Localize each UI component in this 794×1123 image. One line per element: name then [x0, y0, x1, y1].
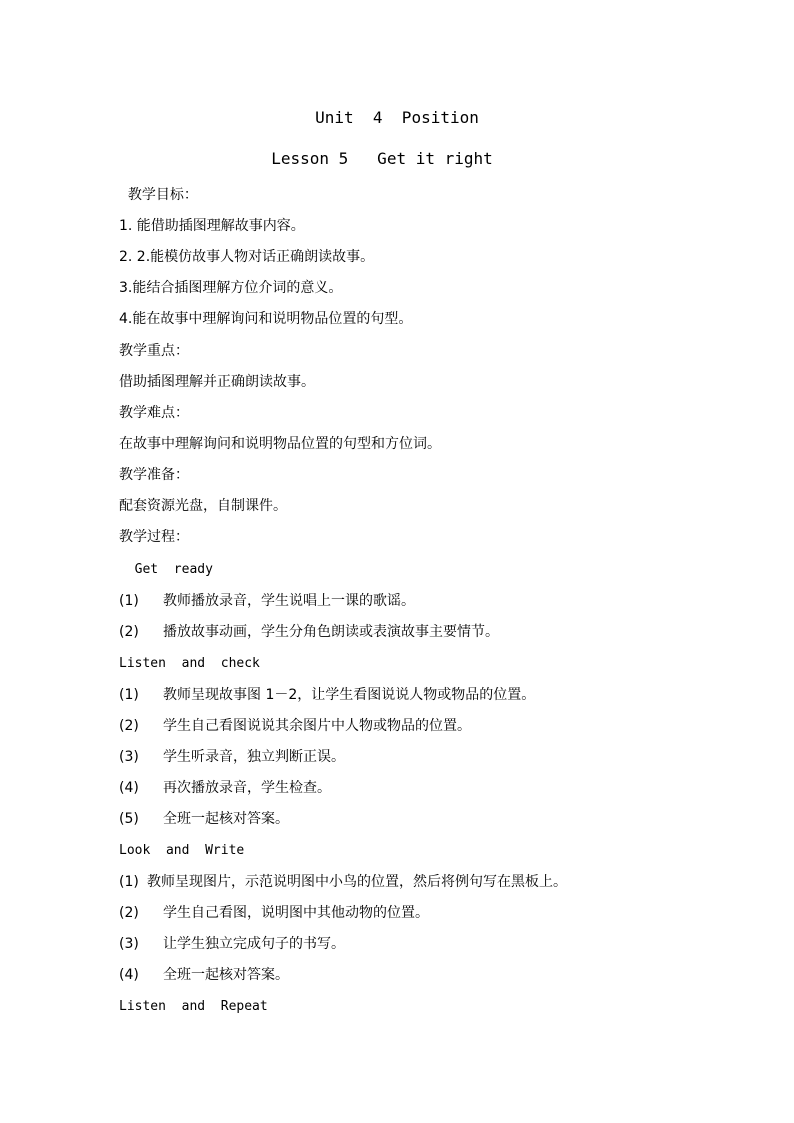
page-subtitle: Lesson 5 Get it right — [271, 149, 493, 168]
section-heading-look-and-write: Look and Write — [119, 843, 245, 858]
list-item: (3) 学生听录音，独立判断正误。 — [119, 749, 345, 765]
list-item: (4) 全班一起核对答案。 — [119, 967, 289, 983]
section-heading-listen-and-repeat: Listen and Repeat — [119, 999, 268, 1014]
objective-2: 2. 2.能模仿故事人物对话正确朗读故事。 — [119, 249, 375, 265]
objective-1: 1. 能借助插图理解故事内容。 — [119, 218, 305, 234]
section-heading-listen-and-check: Listen and check — [119, 656, 260, 671]
objective-4: 4.能在故事中理解询问和说明物品位置的句型。 — [119, 311, 413, 327]
key-points-text: 借助插图理解并正确朗读故事。 — [119, 374, 315, 390]
objective-3: 3.能结合插图理解方位介词的意义。 — [119, 280, 343, 296]
page-title: Unit 4 Position — [315, 108, 479, 127]
list-item: (5) 全班一起核对答案。 — [119, 811, 289, 827]
list-item: (3) 让学生独立完成句子的书写。 — [119, 936, 345, 952]
list-item: (2) 学生自己看图说说其余图片中人物或物品的位置。 — [119, 718, 471, 734]
process-heading: 教学过程： — [119, 529, 189, 545]
list-item: (1) 教师呈现图片，示范说明图中小鸟的位置，然后将例句写在黑板上。 — [119, 874, 567, 890]
section-heading-get-ready: Get ready — [119, 562, 213, 577]
difficulties-text: 在故事中理解询问和说明物品位置的句型和方位词。 — [119, 436, 441, 452]
list-item: (2) 学生自己看图，说明图中其他动物的位置。 — [119, 905, 429, 921]
objectives-heading: 教学目标： — [119, 187, 198, 203]
list-item: (1) 教师播放录音，学生说唱上一课的歌谣。 — [119, 593, 415, 609]
key-points-heading: 教学重点： — [119, 343, 189, 359]
preparation-heading: 教学准备： — [119, 467, 189, 483]
list-item: (2) 播放故事动画，学生分角色朗读或表演故事主要情节。 — [119, 624, 499, 640]
list-item: (4) 再次播放录音，学生检查。 — [119, 780, 331, 796]
difficulties-heading: 教学难点： — [119, 405, 189, 421]
list-item: (1) 教师呈现故事图 1－2，让学生看图说说人物或物品的位置。 — [119, 687, 536, 703]
preparation-text: 配套资源光盘，自制课件。 — [119, 498, 287, 514]
